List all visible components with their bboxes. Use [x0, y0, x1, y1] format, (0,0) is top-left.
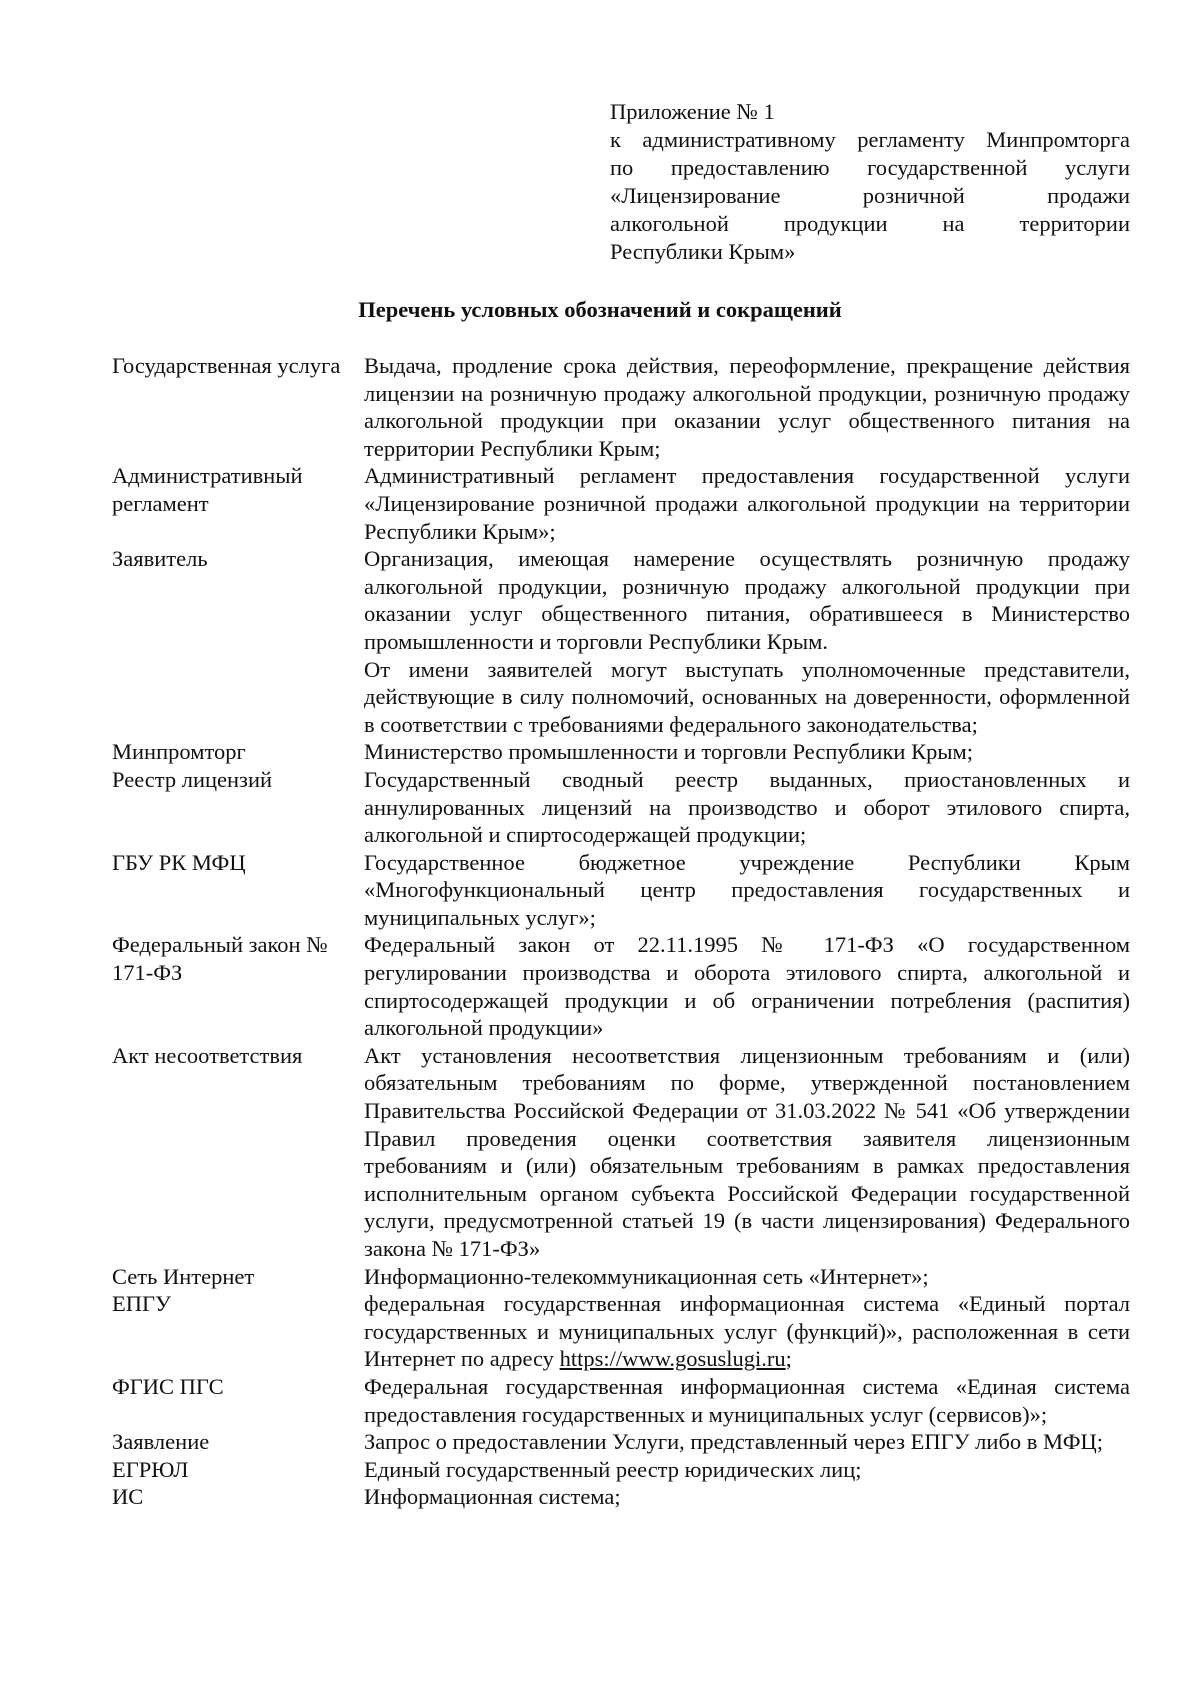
table-row [112, 352, 1130, 462]
table-row [112, 738, 1130, 766]
term: Сеть Интернет [112, 1263, 255, 1289]
definition: Федеральная государственная информационная система «Единая система предоставления государственных и муниципальных услуг (сервисов)»; [364, 1373, 1130, 1427]
term: Федеральный закон № 171-ФЗ [112, 932, 328, 986]
term: Акт несоответствия [112, 1042, 303, 1068]
term: ЕГРЮЛ [112, 1456, 189, 1482]
term: ЕПГУ [112, 1291, 171, 1317]
table-row [112, 1290, 1130, 1373]
definition-cell [364, 1290, 1130, 1373]
document-title: Перечень условных обозначений и сокращений [358, 297, 842, 322]
table-row [112, 1263, 1130, 1291]
appendix-line: Республики Крым» [610, 239, 796, 264]
appendix-line: алкогольной продукции на территории [610, 211, 1130, 236]
abbreviations-table [112, 352, 1130, 1511]
definition: Государственный сводный реестр выданных, приостановленных и аннулированных лицензий на производство и оборот этилового спирта, алкогольной и спиртосодержащей продукции; [364, 766, 1130, 848]
definition: Административный регламент предоставления государственной услуги «Лицензирование розничной продажи алкогольной продукции на территории Республики Крым»; [364, 463, 1130, 544]
table-row [112, 931, 1130, 1041]
table-row [112, 766, 1130, 849]
definition: Выдача, продление срока действия, переоформление, прекращение действия лицензии на розничную продажу алкогольной продукции, розничную продажу алкогольной продукции при оказании услуг общественного питания на территории Республики Крым; [364, 353, 1130, 461]
appendix-number: Приложение № 1 [610, 99, 775, 124]
definition: Информационная система; [364, 1484, 621, 1510]
term: Административный регламент [112, 463, 303, 516]
appendix-header [610, 98, 1130, 266]
definition: Информационно-телекоммуникационная сеть «Интернет»; [364, 1263, 929, 1289]
table-row [112, 1373, 1130, 1428]
term: ФГИС ПГС [112, 1373, 224, 1399]
table-row [112, 545, 1130, 738]
definition: Министерство промышленности и торговли Республики Крым; [364, 739, 973, 765]
definition: Федеральный закон от 22.11.1995 № 171-ФЗ «О государственном регулировании производства и оборота этилового спирта, алкогольной и спиртосодержащей продукции и об ограничении потребления (распития) алкогольной продукции» [364, 932, 1130, 1041]
table-row [112, 1483, 1130, 1511]
term: ИС [112, 1484, 144, 1510]
appendix-line: к административному регламенту Минпромторга [610, 127, 1130, 152]
table-row [112, 1456, 1130, 1484]
definition: Акт установления несоответствия лицензионным требованиям и (или) обязательным требованиям по форме, утвержденной постановлением Правительства Российской Федерации от 31.03.2022 № 541 «Об утверждении Правил проведения оценки соответствия заявителя лицензионным требованиям и (или) обязательным требованиям в рамках предоставления исполнительным органом субъекта Российской Федерации государственной услуги, предусмотренной статьей 19 (в части лицензирования) Федерального закона № 171-ФЗ» [364, 1042, 1130, 1261]
term: Заявитель [112, 546, 208, 572]
table-row [112, 1428, 1130, 1456]
definition-cell [364, 545, 1130, 738]
term: ГБУ РК МФЦ [112, 849, 246, 875]
appendix-line: по предоставлению государственной услуги [610, 155, 1130, 180]
definition: федеральная государственная информационная система «Единый портал государственных и муниципальных услуг (функций)», расположенная в сети Интернет по адресу [364, 1291, 1130, 1372]
term: Заявление [112, 1429, 210, 1455]
term: Минпромторг [112, 739, 246, 765]
table-row [112, 462, 1130, 545]
definition: Запрос о предоставлении Услуги, представленный через ЕПГУ либо в МФЦ; [364, 1429, 1103, 1455]
term: Государственная услуга [112, 353, 341, 378]
definition: Организация, имеющая намерение осуществлять розничную продажу алкогольной продукции, розничную продажу алкогольной продукции при оказании услуг общественного питания, обратившееся в Министерство промышленности и торговли Республики Крым. [364, 546, 1130, 654]
definition-tail: ; [785, 1346, 792, 1372]
term: Реестр лицензий [112, 766, 273, 792]
appendix-line: «Лицензирование розничной продажи [610, 183, 1130, 208]
gosuslugi-link[interactable]: https://www.gosuslugi.ru [559, 1346, 786, 1372]
definition: Единый государственный реестр юридических лиц; [364, 1456, 862, 1482]
definition-paragraph: От имени заявителей могут выступать уполномоченные представители, действующие в силу полномочий, основанных на доверенности, оформленной в соответствии с требованиями федерального законодательства; [364, 656, 1130, 737]
definition: Государственное бюджетное учреждение Республики Крым «Многофункциональный центр предоставления государственных и муниципальных услуг»; [364, 849, 1130, 930]
table-row [112, 1042, 1130, 1263]
table-row [112, 849, 1130, 932]
